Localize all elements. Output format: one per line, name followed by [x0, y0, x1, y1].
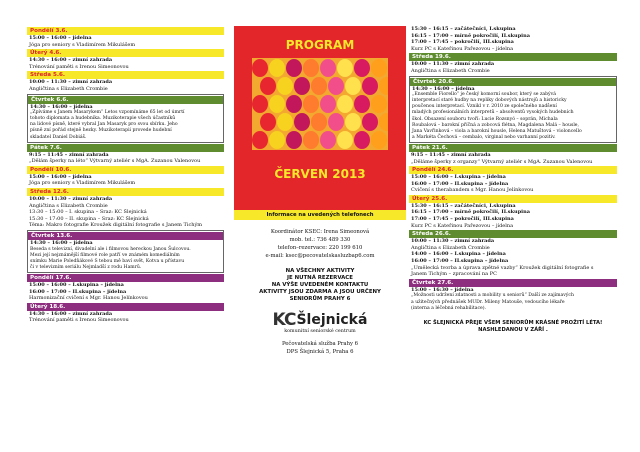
time-line — [409, 181, 617, 188]
tulip-blossom — [252, 95, 268, 113]
line-text: 10:00 – 11:30 – zimní zahrada — [411, 61, 495, 68]
tulip-blossom — [294, 113, 310, 131]
tulip-blossom — [371, 95, 387, 113]
right-entry — [409, 76, 617, 143]
line-text: 16:00 – 17:00 – II.skupina – jídelna — [29, 288, 127, 295]
notice-line-3: NA VÝŠE UVEDENÉM KONTAKTU — [271, 282, 369, 288]
description-line: Mezi její nejznámější filmové role patří ve známém komediálním — [30, 252, 180, 258]
logo-mark: KC — [272, 310, 296, 330]
left-column — [27, 26, 224, 324]
day-heading: Úterý 4.6. — [27, 49, 224, 57]
activity-line — [27, 180, 224, 187]
tulips-illustration — [252, 58, 388, 150]
line-text: 15:30 – 16:15 – začátečníci, I.skupina — [411, 26, 516, 32]
description-line: písně zní pořád stejně hezky. Muzikoterapii provede hudební — [30, 128, 172, 134]
tulip-blossom — [337, 95, 353, 113]
line-text: Angličtina s Elizabeth Crombie — [29, 85, 108, 92]
logo-name: Šlejnická — [296, 312, 368, 328]
description-line: tohoto diplomata a hudebníka. Muzikoterapie všech účastníků — [30, 116, 176, 122]
line-text: 9:15 – 11:45 – zimní zahrada — [29, 151, 109, 158]
activity-line — [409, 223, 617, 230]
logo-subtitle: komunitní seniorské centrum — [284, 329, 356, 334]
month-title: ČERVEN 2013 — [274, 167, 366, 181]
left-entry — [27, 166, 224, 187]
left-entry — [27, 71, 224, 92]
tulip-blossom — [311, 77, 327, 95]
line-text: 13:30 – 15:00 – I. skupina – Sraz: KC Šlejnická — [29, 209, 147, 216]
right-entry — [409, 53, 617, 74]
activity-line — [27, 42, 224, 49]
tulip-blossom — [294, 77, 310, 95]
activity-line — [409, 265, 617, 272]
day-heading: Čtvrtek 27.6. — [409, 279, 617, 287]
day-heading: Středa 5.6. — [27, 71, 224, 79]
tulip-blossom — [311, 113, 327, 131]
line-text: Trénování paměti s Irenou Simeonovou — [29, 63, 129, 70]
notice-line-1: NA VŠECHNY AKTIVITY — [285, 268, 355, 274]
activity-line — [409, 245, 617, 252]
activity-line — [409, 68, 617, 75]
middle-column — [234, 26, 406, 356]
line-text: Cvičení s therabandem s Mgr. Hanou Jelínkovou — [411, 187, 534, 194]
activity-line — [409, 271, 617, 278]
tulip-blossom — [371, 59, 387, 77]
description-line: Jana Vavřinková – viola a barokní housle, Helena Matuštová – violoncello — [412, 128, 582, 134]
tulip-blossom — [345, 113, 361, 131]
day-heading: Pátek 7.6. — [27, 144, 224, 152]
tulip-blossom — [269, 131, 285, 149]
line-text: Kurz PC s Kateřinou Pařezovou – jídelna — [411, 222, 514, 229]
info-heading: Informace na uvedených telefonech — [234, 210, 406, 220]
organization-address: DPS Šlejnická 5, Praha 6 — [286, 349, 354, 355]
activity-line — [27, 216, 224, 223]
tulip-blossom — [320, 131, 336, 149]
time-line — [27, 174, 224, 181]
time-line — [28, 240, 223, 247]
tulip-blossom — [345, 77, 361, 95]
line-text: 16:00 – 17:00 – II.skupina – jídelna — [411, 180, 509, 187]
time-line — [409, 238, 617, 245]
notice-line-5: SENIORŮM PRAHY 6 — [289, 296, 351, 302]
left-entry — [27, 27, 224, 48]
tulip-blossom — [354, 131, 370, 149]
tulips-photo — [252, 58, 388, 150]
description-line: skladatel Daniel Dobiáš. — [30, 134, 87, 140]
description-line: interpretací staré hudby na repliky dobových nástrojů a historicky — [412, 98, 567, 104]
line-text: 10:00 – 11:30 – zimní zahrada — [29, 79, 113, 86]
description-line: poučenou interpretací. Vznikl v r. 2010 ze společného nadšení — [412, 104, 557, 110]
time-line — [27, 152, 224, 159]
day-heading: Pondělí 24.6. — [409, 166, 617, 174]
coordinator: Koordinátor KSEC: Irena Simeonová — [270, 229, 370, 235]
time-line — [27, 282, 224, 289]
time-line — [27, 196, 224, 203]
activity-line — [27, 317, 224, 324]
tulip-blossom — [286, 59, 302, 77]
tulip-blossom — [269, 59, 285, 77]
description-line: na lidové písně, které vybral Jan Masaryk pro svou sbírku. Jeho — [30, 122, 178, 128]
time-line — [409, 174, 617, 181]
tulip-blossom — [362, 113, 378, 131]
activity-line — [27, 295, 224, 302]
day-heading: Čtvrtek 6.6. — [28, 96, 223, 104]
line-text: „Dělám šperky na léto“ Výtvarný ateliér s MgA. Zuzanou Valenovou — [29, 158, 201, 165]
day-heading: Pondělí 17.6. — [27, 274, 224, 282]
time-line — [409, 26, 617, 33]
line-text: Angličtina s Elizabeth Crombie — [29, 202, 108, 209]
line-text: 14:30 – 16:00 – jídelna — [30, 103, 93, 110]
activity-line — [409, 187, 617, 194]
program-title: PROGRAM — [285, 38, 355, 52]
time-line — [409, 152, 617, 159]
activity-line — [409, 159, 617, 166]
left-entry — [27, 188, 224, 229]
activity-line — [27, 86, 224, 93]
line-text: 15:30 – 17:00 – II. skupina – Sraz: KC Šlejnická — [29, 215, 149, 222]
tulip-blossom — [286, 131, 302, 149]
description-line: škol. Obsazení souboru tvoří: Lucie Rozsnyó – soprán, Michala — [412, 116, 558, 122]
time-line — [409, 209, 617, 216]
line-text: 14:30 – 16:00 – zimní zahrada — [29, 310, 113, 317]
description-line: a užitečných přednášek MUDr. Mileny Matouše, vedoucího lékaře — [411, 299, 565, 305]
right-entry — [409, 144, 617, 165]
tulip-blossom — [371, 131, 387, 149]
left-entry — [27, 94, 224, 143]
description-line: snímku Marie Poledňákové S tebou mě baví svět, Kotva u přístavu — [30, 258, 185, 264]
line-text: 15:00 – 16:30 – jídelna — [411, 286, 474, 293]
day-heading: Středa 12.6. — [27, 188, 224, 196]
tulip-blossom — [252, 131, 268, 149]
line-text: Trénování paměti s Irenou Simeonovou — [29, 317, 129, 324]
tulip-blossom — [320, 95, 336, 113]
time-line — [27, 79, 224, 86]
description-line: mladých profesionálních interpretů – absolventů vysokých hudebních — [412, 110, 574, 116]
cover-panel — [234, 26, 406, 210]
activity-line — [27, 203, 224, 210]
line-text: 16:15 – 17:00 – mírně pokročilí, II.skupina — [411, 32, 530, 39]
tulip-blossom — [320, 59, 336, 77]
right-entry — [409, 26, 617, 52]
tulip-blossom — [269, 95, 285, 113]
line-text: 10:00 – 11:30 – zimní zahrada — [29, 196, 113, 202]
tulip-blossom — [303, 59, 319, 77]
kc-slejnicka-logo — [234, 309, 406, 331]
tulip-blossom — [260, 77, 276, 95]
time-line — [27, 57, 224, 64]
line-text: Kurz PC s Kateřinou Pařezovou – jídelna — [411, 45, 514, 52]
line-text: 17:00 – 17:45 – pokročilí, III.skupina — [411, 216, 514, 223]
time-line — [409, 61, 617, 68]
description-line: (interna a léčebná rehabilitace). — [411, 305, 487, 311]
line-text: 14:30 – 16:00 – zimní zahrada — [29, 57, 113, 64]
tulip-blossom — [362, 77, 378, 95]
line-text: Angličtina s Elizabeth Crombie — [411, 244, 490, 251]
line-text: 17:00 – 17:45 – pokročilí, III.skupina — [411, 39, 514, 46]
tulip-blossom — [303, 95, 319, 113]
day-heading: Úterý 18.6. — [27, 303, 224, 311]
tulip-blossom — [354, 59, 370, 77]
organization-name: Pečovatelská služba Prahy 6 — [281, 341, 359, 347]
day-heading: Čtvrtek 13.6. — [28, 232, 223, 240]
line-text: „Děláme šperky z organzy“ Výtvarný ateliér s MgA. Zuzanou Valenovou — [411, 158, 593, 165]
line-text: Jóga pro seniory s Vladimírem Mikulášem — [29, 180, 136, 187]
line-text: 14:30 – 16:00 – jídelna — [412, 85, 475, 92]
left-entry — [27, 303, 224, 324]
activity-line — [27, 209, 224, 216]
day-heading: Pátek 21.6. — [409, 144, 617, 152]
right-entry — [409, 230, 617, 278]
description-line: či v televizním seriálu Nejmladší z rodu Hamrů. — [30, 264, 142, 270]
line-text: „Umělecká tvorba a úprava zpětné vazby“ Kroužek digitální fotografie s — [411, 264, 594, 271]
tulip-blossom — [252, 59, 268, 77]
line-text: Janem Tichým – zpracování na PC — [411, 271, 497, 278]
line-text: Angličtina s Elizabeth Crombie — [411, 67, 490, 74]
line-text: Jóga pro seniory s Vladimírem Mikulášem — [29, 41, 136, 48]
email-contact[interactable]: e-mail: ksec@pecovatelskasluzbap6.com — [265, 253, 375, 259]
tulip-blossom — [277, 77, 293, 95]
activity-line — [27, 64, 224, 71]
activity-line — [27, 158, 224, 165]
day-heading: Pondělí 3.6. — [27, 27, 224, 35]
reservation-phone: telefon–rezervace: 220 199 610 — [277, 245, 363, 251]
closing-line: NASHLEDANOU V ZÁŘÍ . — [478, 326, 548, 333]
day-heading: Čtvrtek 20.6. — [410, 78, 616, 86]
tulip-blossom — [286, 95, 302, 113]
time-line — [409, 216, 617, 223]
tulip-blossom — [303, 131, 319, 149]
tulip-blossom — [260, 113, 276, 131]
time-line — [409, 251, 617, 258]
right-entry — [409, 166, 617, 194]
day-heading: Středa 26.6. — [409, 230, 617, 238]
description-line: Beseda s televizní, divadelní ale i filmovou hereckou Janou Šulcovou. — [30, 246, 191, 252]
day-heading: Úterý 25.6. — [409, 195, 617, 203]
time-line — [27, 289, 224, 296]
line-text: 16:15 – 17:00 – mírně pokročilí, II.skupina — [411, 209, 530, 216]
closing-line: KC ŠLEJNICKÁ PŘEJE VŠEM SENIORŮM KRÁSNÉ PROŽITÍ LÉTA! — [423, 319, 603, 326]
notice-line-2: JE NUTNÁ REZERVACE — [287, 275, 353, 281]
description-line: „Zpíváme s Janem Masarykem“ Letos vzpomínáme 65 let od úmrtí — [30, 110, 185, 116]
left-entry — [27, 230, 224, 273]
tulip-blossom — [328, 113, 344, 131]
time-line — [27, 35, 224, 42]
line-text: 14:30 – 16:00 – jídelna — [30, 239, 93, 246]
line-text: 15:30 – 16:15 – začátečníci, I.skupina — [411, 202, 516, 209]
activity-line — [409, 46, 617, 53]
right-entry — [409, 195, 617, 229]
description-line: a Markéta Čechová – cembalo, virginal nebo varhanní pozitiv. — [412, 134, 556, 140]
line-text: Téma: Makro fotografie Kroužek digitální fotografie s Janem Tichým — [29, 222, 203, 229]
closing-message — [409, 320, 617, 334]
time-line — [409, 203, 617, 210]
day-heading: Pondělí 10.6. — [27, 166, 224, 174]
line-text: 14:00 – 16:00 – I.skupina – jídelna — [411, 251, 506, 258]
activity-line — [27, 222, 224, 229]
tulip-blossom — [328, 77, 344, 95]
line-text: 15:00 – 16:00 – jídelna — [29, 173, 92, 180]
description-line: Roubalová – barokní příčná a zobcová flétna, Magdalena Malá – housle, — [412, 122, 579, 128]
right-entry — [409, 279, 617, 312]
time-line — [409, 33, 617, 40]
line-text: 10:00 – 11:30 – zimní zahrada — [411, 238, 495, 245]
day-heading: Středa 19.6. — [409, 53, 617, 61]
line-text: 15:00 – 16:00 – I.skupina – jídelna — [29, 281, 124, 288]
time-line — [409, 39, 617, 46]
time-line — [27, 311, 224, 318]
left-entry — [27, 274, 224, 302]
left-entry — [27, 49, 224, 70]
time-line — [409, 258, 617, 265]
left-entry — [27, 144, 224, 165]
tulip-blossom — [277, 113, 293, 131]
line-text: Harmonizační cvičení s Mgr. Hanou Jelínkovou — [29, 295, 148, 302]
line-text: 15:00 – 16:00 – I.skupina – jídelna — [411, 174, 506, 181]
line-text: 16:00 – 17:00 – II.skupina – jídelna — [411, 258, 509, 265]
line-text: 9:15 – 11:45 – zimní zahrada — [411, 151, 491, 158]
tulip-blossom — [337, 131, 353, 149]
mobile-phone: mob. tel.: 736 489 330 — [289, 237, 351, 243]
tulip-blossom — [354, 95, 370, 113]
description-line: „Možnosti udržení zdatnosti a mobility u seniorů“ Další ze zajímavých — [411, 293, 574, 299]
tulip-blossom — [337, 59, 353, 77]
line-text: 15:00 – 16:00 – jídelna — [29, 35, 92, 41]
notice-line-4: AKTIVITY JSOU ZDARMA A JSOU URČENY — [259, 289, 381, 295]
right-column — [409, 26, 617, 334]
description-line: „Ensemble Fiorello“ je český komorní soubor, který se zabývá — [412, 92, 556, 98]
